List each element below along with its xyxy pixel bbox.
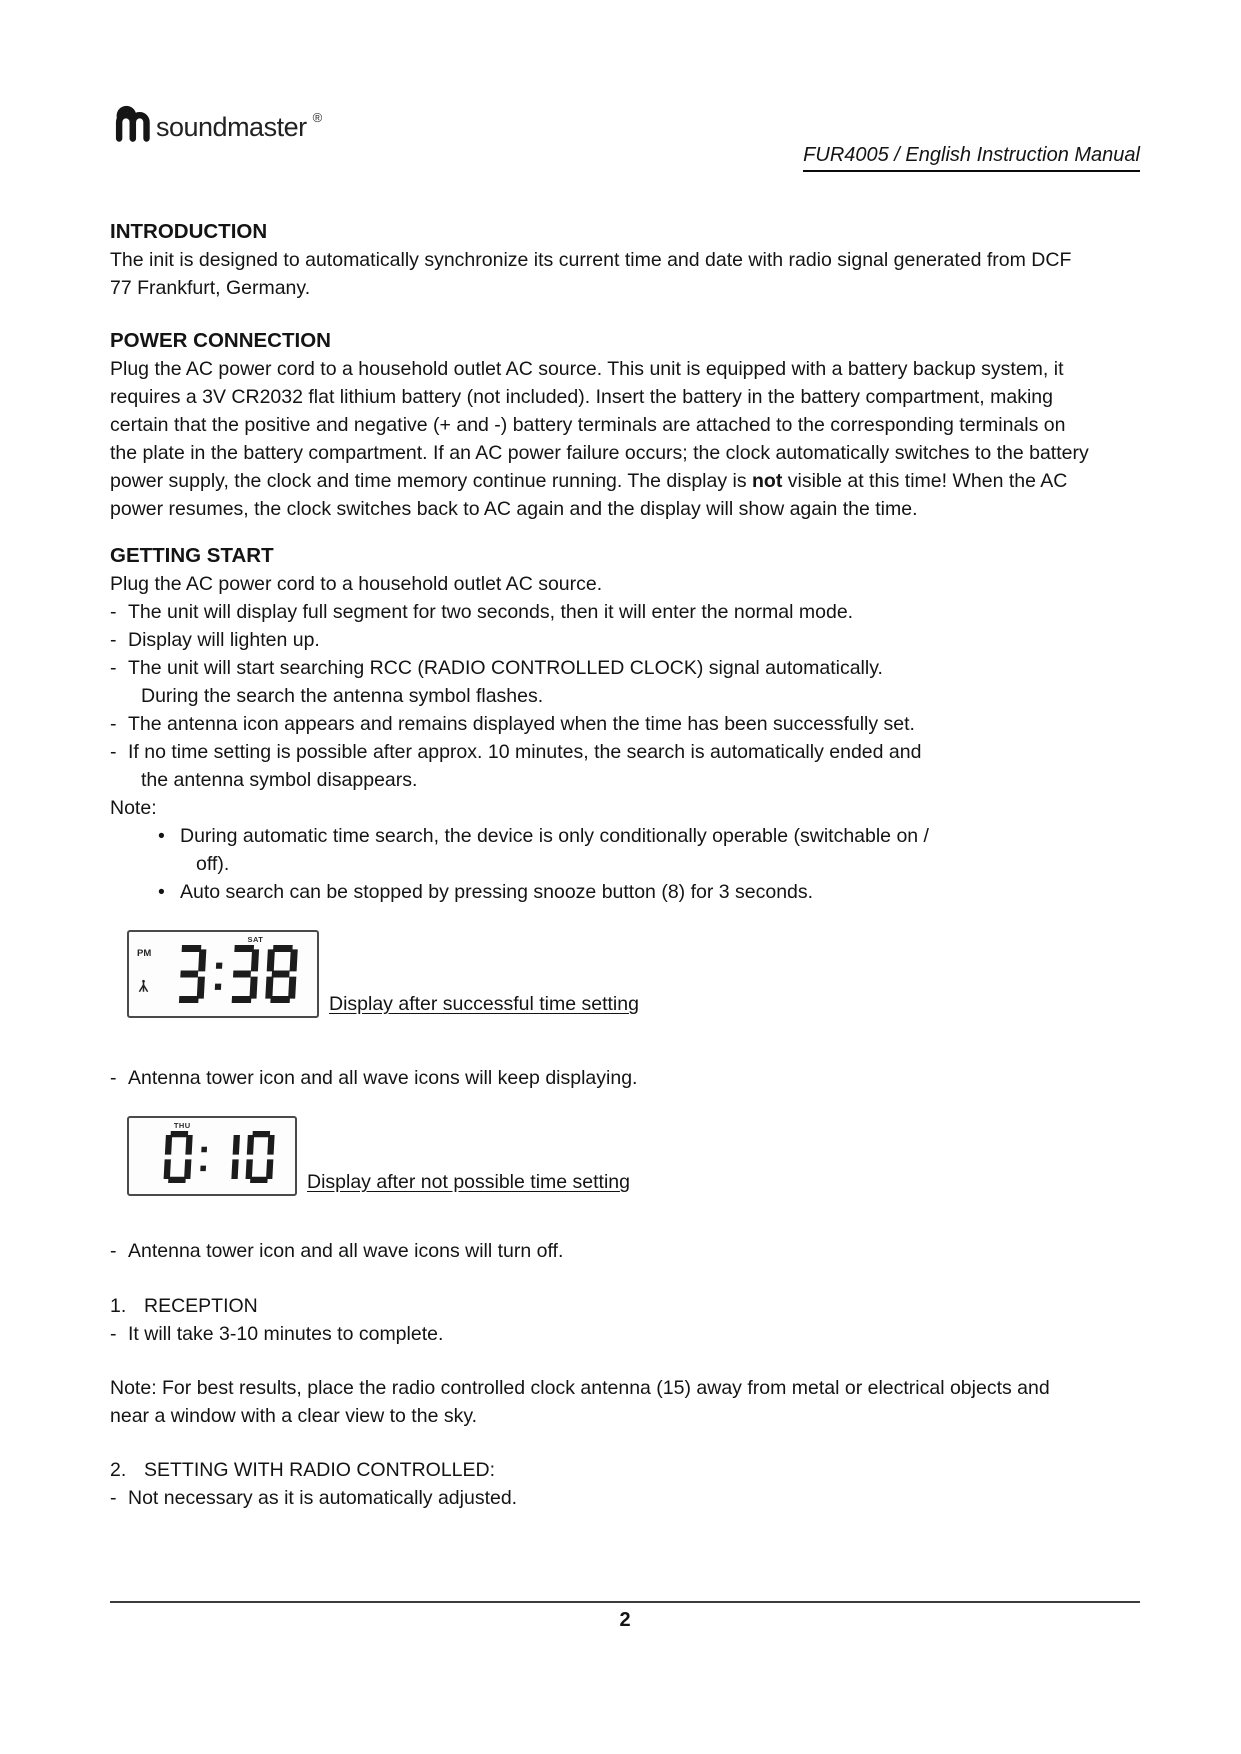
antenna-tower-icon (136, 979, 151, 994)
lcd-display-successful (127, 930, 319, 1018)
bullet-item-subline: off). (196, 853, 230, 875)
dash-marker: - (110, 657, 117, 679)
setting-point (110, 1484, 1140, 1512)
dash-marker: - (110, 601, 117, 623)
dash-item-text (128, 598, 1140, 626)
day-indicator: SAT (247, 935, 264, 944)
display-note-line (110, 1237, 1140, 1265)
dash-item (110, 626, 1140, 654)
dash-item-text (128, 626, 1140, 654)
section-heading-getting-start: GETTING START (110, 544, 274, 567)
day-indicator: THU (173, 1121, 191, 1130)
display-note-line (110, 1064, 1140, 1092)
dash-marker: - (110, 1487, 117, 1509)
bullet-item-text (180, 878, 1140, 906)
soundmaster-logo-icon (110, 102, 152, 152)
display-note-text: Antenna tower icon and all wave icons will turn off. (128, 1240, 564, 1262)
page-footer (110, 1601, 1140, 1634)
dash-marker: - (110, 713, 117, 735)
dash-marker: - (110, 741, 117, 763)
bullet-marker: • (158, 825, 165, 847)
bullet-item (110, 822, 1140, 878)
reception-note-paragraph: Note: For best results, place the radio controlled clock antenna (15) away from metal or electrical objects and near a window with a clear view to the sky. (110, 1377, 1050, 1427)
dash-item (110, 738, 1140, 794)
lcd-display-not-possible (127, 1116, 297, 1196)
reception-point (110, 1320, 1140, 1348)
dash-item (110, 598, 1140, 626)
bullet-item-line: Auto search can be stopped by pressing snooze button (8) for 3 seconds. (180, 881, 814, 903)
heading-number: 1. (110, 1295, 127, 1317)
heading-title: SETTING WITH RADIO CONTROLLED: (144, 1459, 496, 1481)
power-text-before: Plug the AC power cord to a household outlet AC source. This unit is equipped with a battery backup system, it requires a 3V CR2032 flat lithium battery (not included). Insert the battery in the battery compartment, making certain that the positive and negative (+ and -) battery terminals are attached to the corresponding terminals on the plate in the battery compartment. If an AC power failure occurs; the clock automatically switches to the battery power supply, the clock and time memory continue running. The display is (110, 358, 1089, 492)
display-note-text: Antenna tower icon and all wave icons will keep displaying. (128, 1067, 638, 1089)
brand-name: soundmaster (156, 112, 307, 142)
heading-number: 2. (110, 1459, 127, 1481)
lcd-display-row-2 (127, 1116, 1140, 1196)
bullet-marker: • (158, 881, 165, 903)
dash-marker: - (110, 1240, 117, 1262)
numbered-heading-reception (110, 1292, 1140, 1320)
heading-title: RECEPTION (144, 1295, 258, 1317)
dash-item-text (128, 738, 1140, 794)
dash-marker: - (110, 1067, 117, 1089)
dash-item-subline: the antenna symbol disappears. (141, 769, 418, 791)
dash-marker: - (110, 1323, 117, 1345)
bullet-item-text (180, 822, 1140, 878)
page-header (110, 100, 1140, 172)
note-label: Note: (110, 797, 157, 819)
brand-logo (110, 102, 322, 152)
numbered-heading-setting (110, 1456, 1140, 1484)
dash-marker: - (110, 629, 117, 651)
lcd-time-digits (161, 1131, 283, 1183)
setting-point-text: Not necessary as it is automatically adjusted. (128, 1487, 518, 1509)
dash-item-subline: During the search the antenna symbol flashes. (141, 685, 544, 707)
dash-item-text (128, 654, 1140, 710)
bullet-item (110, 878, 1140, 906)
page-number: 2 (619, 1609, 631, 1631)
dash-item-text (128, 710, 1140, 738)
dash-item-line: The antenna icon appears and remains displayed when the time has been successfully set. (128, 713, 915, 735)
power-connection-paragraph (110, 355, 1090, 523)
dash-item-line: Display will lighten up. (128, 629, 320, 651)
introduction-paragraph: The init is designed to automatically synchronize its current time and date with radio signal generated from DCF 77 Frankfurt, Germany. (110, 249, 1072, 299)
dash-item-line: The unit will start searching RCC (RADIO CONTROLLED CLOCK) signal automatically. (128, 657, 883, 679)
pm-indicator: PM (137, 948, 152, 959)
reception-point-text: It will take 3-10 minutes to complete. (128, 1323, 444, 1345)
registered-trademark-mark: ® (312, 110, 323, 125)
bullet-item-line: During automatic time search, the device is only conditionally operable (switchable on / (180, 825, 929, 847)
lcd-time-digits (171, 945, 307, 1003)
lcd-display-row-1 (127, 930, 1140, 1018)
section-heading-introduction: INTRODUCTION (110, 220, 268, 243)
section-heading-power-connection: POWER CONNECTION (110, 329, 331, 352)
dash-item (110, 654, 1140, 710)
dash-item-line: The unit will display full segment for two seconds, then it will enter the normal mode. (128, 601, 854, 623)
dash-item-line: If no time setting is possible after approx. 10 minutes, the search is automatically ended and (128, 741, 922, 763)
document-title: FUR4005 / English Instruction Manual (803, 141, 1140, 172)
dash-item (110, 710, 1140, 738)
lcd-caption: Display after successful time setting (329, 993, 639, 1015)
power-text-after: visible at this time! When the AC power resumes, the clock switches back to AC again and the display will show again the time. (110, 470, 1068, 520)
lcd-caption: Display after not possible time setting (307, 1171, 630, 1193)
getting-start-bullet-list (110, 822, 1140, 906)
getting-start-intro: Plug the AC power cord to a household outlet AC source. (110, 573, 603, 595)
getting-start-dash-list (110, 598, 1140, 794)
power-text-bold: not (752, 470, 783, 492)
